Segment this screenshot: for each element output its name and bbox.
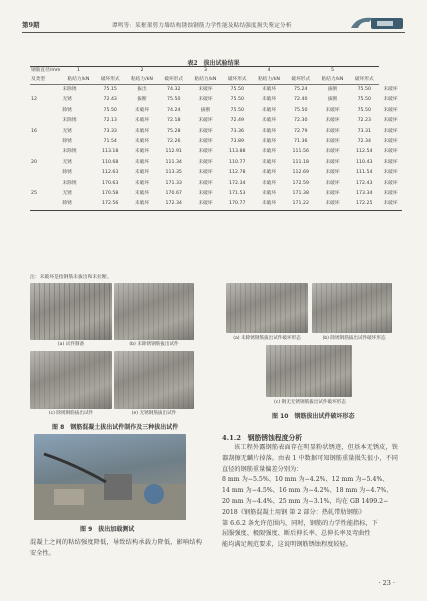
table-cell: 未破坏 xyxy=(261,191,277,197)
table-cell: 未破坏 xyxy=(261,128,277,134)
table-subheader-cell: 破坏形式 xyxy=(222,76,252,85)
photo-fail-derusted xyxy=(312,283,392,333)
table-cell: 未破坏 xyxy=(383,170,398,176)
table-subheader-cell: 破坏形式 xyxy=(286,76,316,85)
table-cell: 170.67 xyxy=(165,191,182,197)
table-cell: 未破坏 xyxy=(383,97,398,103)
fig10-subcaption-a: (a) 未除锈钢筋拔出试件破坏形态 xyxy=(233,336,301,341)
table-cell: 未破坏 xyxy=(198,139,213,145)
table-cell xyxy=(30,179,61,189)
table-cell: 未破坏 xyxy=(325,149,340,155)
table-cell: 111.18 xyxy=(292,159,309,165)
table-row xyxy=(30,199,402,210)
table-cell: 未破坏 xyxy=(383,86,398,92)
table-cell: 未破坏 xyxy=(134,170,149,176)
table-cell: 72.23 xyxy=(357,118,371,124)
table-cell: 75.50 xyxy=(357,97,371,103)
fig8-caption: 图 8 钢筋混凝土拔出试件制作及三种拔出试件 xyxy=(52,424,179,431)
table-cell: 173.34 xyxy=(356,191,373,197)
table-row xyxy=(30,106,402,116)
table-row xyxy=(30,116,402,126)
table-cell: 未除锈 xyxy=(62,149,77,155)
table-cell: 112.78 xyxy=(229,170,246,176)
table-cell: 未破坏 xyxy=(383,107,398,113)
table-cell: 未破坏 xyxy=(134,139,149,145)
table-subheader-cell: 破坏形式 xyxy=(159,76,189,85)
right-column-text xyxy=(222,443,398,551)
table-cell: 171.33 xyxy=(165,180,182,186)
table-cell: 未破坏 xyxy=(325,128,340,134)
table-header-cell: 钢筋直径/mm xyxy=(30,67,61,76)
table-cell: 拔出 xyxy=(137,87,147,92)
table-cell: 未破坏 xyxy=(252,199,286,210)
photo-fail-rustfree xyxy=(266,345,352,397)
table-cell: 170.77 xyxy=(222,199,252,210)
section-heading: 4.1.2 钢筋锈蚀程度分析 xyxy=(222,434,303,442)
table-cell: 74.32 xyxy=(167,87,181,92)
table-cell: 未破坏 xyxy=(134,107,149,113)
pullout-results-table xyxy=(30,66,402,211)
table-cell: 未破坏 xyxy=(383,139,398,145)
table-cell: 172.34 xyxy=(159,199,189,210)
table-cell: 未破坏 xyxy=(383,149,398,155)
left-column-text: 混凝土之间的粘结强度降低，导致结构承载力降低，影响结构安全性。 xyxy=(30,539,202,557)
table-cell: 未破坏 xyxy=(379,199,402,210)
paragraph-line: 2018《钢筋混凝土用钢 第 2 部分：热轧带肋钢筋》 xyxy=(222,508,366,516)
table-header-cell: 1 xyxy=(61,67,95,76)
paragraph-line: 第 6.6.2 条允许范围内，同时，钢筋的力学性能指标，下 xyxy=(222,519,378,527)
table-cell: 未破坏 xyxy=(134,180,149,186)
table-row xyxy=(30,158,402,168)
table-cell xyxy=(30,137,61,147)
table-cell: 172.59 xyxy=(292,180,309,186)
table-cell: 72.49 xyxy=(230,118,244,124)
table-cell: 172.43 xyxy=(356,180,373,186)
table-cell: 未破坏 xyxy=(316,199,350,210)
table-cell: 未破坏 xyxy=(261,170,277,176)
table-cell: 75.50 xyxy=(167,97,181,103)
table-cell xyxy=(30,199,61,210)
table-cell: 110.77 xyxy=(229,159,246,165)
table-cell: 72.43 xyxy=(103,97,117,103)
table-cell: 未破坏 xyxy=(198,87,213,92)
table-row xyxy=(30,189,402,199)
table-cell: 未除锈 xyxy=(62,180,77,186)
table-cell: 75.15 xyxy=(103,87,117,92)
page-number: · 23 · xyxy=(378,579,395,587)
fig10-caption: 图 10 钢筋拔出试件破坏形态 xyxy=(272,413,355,420)
table-cell: 113.18 xyxy=(102,149,119,155)
table-cell: 75.50 xyxy=(230,97,244,103)
table-cell: 未破坏 xyxy=(261,139,277,145)
table-cell: 未破坏 xyxy=(261,180,277,186)
table-cell: 73.31 xyxy=(357,128,371,134)
table-cell: 未破坏 xyxy=(325,139,340,145)
table-cell: 75.50 xyxy=(230,107,244,113)
table-cell: 75.28 xyxy=(167,128,181,134)
table-cell: 25 xyxy=(31,191,37,197)
table-subheader-cell: 粘结力/kN xyxy=(61,76,95,85)
table-cell: 未除锈 xyxy=(62,87,77,92)
table-header-cell xyxy=(159,67,189,76)
table-cell: 73.36 xyxy=(230,128,244,134)
table-subheader-row xyxy=(30,76,402,85)
table-cell: 未破坏 xyxy=(198,170,213,176)
table-cell: 未破坏 xyxy=(325,170,340,176)
table-cell: 73.33 xyxy=(103,128,117,134)
running-title: 谭鸣等：某框架剪力墙结构锈蚀钢筋力学性能及粘结强度损失鉴定分析 xyxy=(112,23,292,29)
table-cell: 未破坏 xyxy=(325,191,340,197)
table-cell: 未除锈 xyxy=(62,118,77,124)
table-cell: 72.79 xyxy=(294,128,308,134)
table-note: 注：未破坏是指钢筋未拔出和未拉断。 xyxy=(30,275,112,280)
table-subheader-cell: 粘结力/kN xyxy=(125,76,159,85)
paragraph-line: 8 mm 为−5.5%、10 mm 为−4.2%、12 mm 为−5.4%、 xyxy=(222,476,389,484)
fig10-subcaption-c: (c) 钢无无锈钢筋拔出试件破坏形态 xyxy=(274,400,346,405)
table-cell: 171.22 xyxy=(286,199,316,210)
photo-derusted-specimen xyxy=(30,351,112,409)
table-cell: 112.54 xyxy=(356,149,373,155)
fig8-subcaption-b: (b) 未除锈钢筋拔出试件 xyxy=(129,342,179,347)
table-cell: 171.53 xyxy=(229,191,246,197)
table-cell: 172.25 xyxy=(350,199,380,210)
table-row xyxy=(30,147,402,157)
table-cell xyxy=(30,106,61,116)
table-cell: 未破坏 xyxy=(134,128,149,134)
paragraph-line: 该工程外露钢筋表面存在明显粉状锈迹，但基本无锈皮，铁器刮擦无麟片掉落。由表 1 中数据可知钢筋重量损失很小，不同直径的钢筋重量偏差分别为： xyxy=(222,444,398,473)
table-header-cell: 3 xyxy=(189,67,223,76)
table-cell: 未破坏 xyxy=(261,97,277,103)
table-cell: 75.50 xyxy=(230,87,244,92)
table-cell: 未破坏 xyxy=(325,159,340,165)
table-cell: 113.35 xyxy=(165,170,182,176)
table-cell: 72.26 xyxy=(167,139,181,145)
table-cell: 未破坏 xyxy=(261,159,277,165)
table-cell: 112.69 xyxy=(292,170,309,176)
table-cell: 71.54 xyxy=(103,139,117,145)
table-cell: 172.56 xyxy=(95,199,125,210)
table-cell: 未破坏 xyxy=(134,159,149,165)
table-cell: 74.24 xyxy=(167,107,181,113)
paragraph-line: 20 mm 为−4.4%、25 mm 为−3.1%，均在 GB 1499.2− xyxy=(222,497,389,505)
table-subheader-cell: 及类型 xyxy=(30,76,61,85)
table-cell: 未破坏 xyxy=(383,180,398,186)
table-row xyxy=(30,179,402,189)
table-cell: 未破坏 xyxy=(198,118,213,124)
table-cell: 无锈 xyxy=(62,97,72,103)
table-cell: 12 xyxy=(31,97,37,103)
table-cell: 172.34 xyxy=(229,180,246,186)
table-cell: 未破坏 xyxy=(261,87,277,92)
table-cell: 未破坏 xyxy=(134,118,149,124)
table-cell: 除锈 xyxy=(62,107,72,113)
table-cell: 未破坏 xyxy=(198,97,213,103)
table-row xyxy=(30,137,402,147)
paragraph-line: 能均满足规范要求，这说明钢筋锈蚀程度较轻。 xyxy=(222,541,352,549)
table-cell: 110.43 xyxy=(356,159,373,165)
table-cell xyxy=(30,168,61,178)
table-cell: 未破坏 xyxy=(198,191,213,197)
table-cell: 未破坏 xyxy=(383,191,398,197)
table-cell: 72.34 xyxy=(357,139,371,145)
journal-logo xyxy=(349,14,405,32)
table-cell: 72.30 xyxy=(294,118,308,124)
table-cell: 未破坏 xyxy=(383,118,398,124)
table-row xyxy=(30,168,402,178)
table-cell: 170.63 xyxy=(102,180,119,186)
table-cell xyxy=(30,147,61,157)
running-header xyxy=(22,18,405,33)
table-cell: 75.24 xyxy=(294,87,308,92)
issue-number: 第9期 xyxy=(22,21,40,29)
table-subheader-cell: 粘结力/kN xyxy=(316,76,350,85)
table-caption: 表2 拔出试验结果 xyxy=(187,60,240,67)
table-cell: 111.34 xyxy=(165,159,182,165)
paragraph-line: 14 mm 为−4.5%、16 mm 为−4.2%、18 mm 为−4.7%、 xyxy=(222,487,393,495)
table-cell: 未破坏 xyxy=(383,159,398,165)
table-cell: 170.58 xyxy=(102,191,119,197)
fig10-subcaption-b: (b) 除锈钢筋拔出试件破坏形态 xyxy=(322,336,386,341)
table-row xyxy=(30,127,402,137)
table-header-cell xyxy=(222,67,252,76)
table-cell: 72.40 xyxy=(294,97,308,103)
table-cell: 拔断 xyxy=(327,97,338,103)
paragraph-line: 屈服强度、极限强度、断后伸长率、总伸长率及弯曲性 xyxy=(222,530,371,538)
table-cell: 未破坏 xyxy=(198,159,213,165)
fig8-subcaption-c: (c) 除锈钢筋拔出试件 xyxy=(48,411,94,416)
table-cell: 未破坏 xyxy=(325,180,340,186)
table-subheader-cell: 破坏形式 xyxy=(95,76,125,85)
table-cell: 除锈 xyxy=(62,139,72,145)
table-cell: 72.18 xyxy=(167,118,181,124)
table-subheader-cell: 粘结力/kN xyxy=(252,76,286,85)
photo-fail-unrusted xyxy=(226,283,308,333)
table-cell: 75.50 xyxy=(294,107,308,113)
table-header-row xyxy=(30,67,402,76)
table-cell: 20 xyxy=(31,159,37,165)
table-subheader-cell: 粘结力/kN xyxy=(189,76,223,85)
table-cell: 未破坏 xyxy=(198,149,213,155)
table-header-cell: 4 xyxy=(252,67,286,76)
table-cell: 拔断 xyxy=(327,87,338,92)
table-cell: 未破坏 xyxy=(189,199,223,210)
table-cell: 未破坏 xyxy=(198,128,213,134)
table-cell: 75.50 xyxy=(357,107,371,113)
table-cell: 16 xyxy=(31,128,37,134)
table-header-cell xyxy=(286,67,316,76)
fig8-subcaption-a: (a) 试件制备 xyxy=(57,342,85,347)
table-cell: 110.68 xyxy=(102,159,119,165)
table-cell: 111.56 xyxy=(292,149,309,155)
table-cell: 未破坏 xyxy=(134,149,149,155)
loading-test-illustration xyxy=(34,434,186,520)
table-cell xyxy=(30,85,61,96)
table-row xyxy=(30,85,402,96)
table-cell: 未破坏 xyxy=(261,107,277,113)
table-cell: 112.91 xyxy=(165,149,182,155)
table-cell: 拔断 xyxy=(200,107,211,113)
photo-rustfree-specimen xyxy=(114,351,194,409)
table-header-cell xyxy=(350,67,380,76)
table-cell: 未破坏 xyxy=(383,128,398,134)
table-cell: 71.36 xyxy=(294,139,308,145)
table-cell: 无锈 xyxy=(62,128,72,134)
fig9-caption: 图 9 拔出加载测试 xyxy=(80,526,135,533)
table-cell: 113.88 xyxy=(229,149,246,155)
table-cell: 无锈 xyxy=(62,191,72,197)
photo-unrusted-specimen xyxy=(114,283,194,340)
table-cell: 73.89 xyxy=(230,139,244,145)
table-header-cell: 5 xyxy=(316,67,350,76)
table-header-cell: 2 xyxy=(125,67,159,76)
table-header-cell xyxy=(95,67,125,76)
table-cell: 171.38 xyxy=(292,191,309,197)
table-cell: 112.63 xyxy=(102,170,119,176)
table-cell: 未破坏 xyxy=(325,118,340,124)
table-cell: 72.13 xyxy=(103,118,117,124)
table-subheader-cell: 破坏形式 xyxy=(350,76,380,85)
table-cell xyxy=(30,116,61,126)
fig8-subcaption-d: (e) 无锈钢筋拔出试件 xyxy=(131,411,177,416)
table-cell: 未破坏 xyxy=(125,199,159,210)
table-cell: 未破坏 xyxy=(261,149,277,155)
table-cell: 无锈 xyxy=(62,159,72,165)
table-cell: 除锈 xyxy=(62,170,72,176)
table-cell: 75.50 xyxy=(357,87,371,92)
table-cell: 111.54 xyxy=(356,170,373,176)
photo-specimen-prep xyxy=(30,283,112,340)
table-cell: 未破坏 xyxy=(325,107,340,113)
table-cell: 未破坏 xyxy=(261,118,277,124)
table-cell: 未破坏 xyxy=(198,180,213,186)
table-cell: 未破坏 xyxy=(134,191,149,197)
table-cell: 75.50 xyxy=(103,107,117,113)
table-row xyxy=(30,95,402,105)
table-cell: 拔断 xyxy=(137,97,147,103)
photo-loading-test xyxy=(34,434,186,520)
table-cell: 除锈 xyxy=(61,199,95,210)
